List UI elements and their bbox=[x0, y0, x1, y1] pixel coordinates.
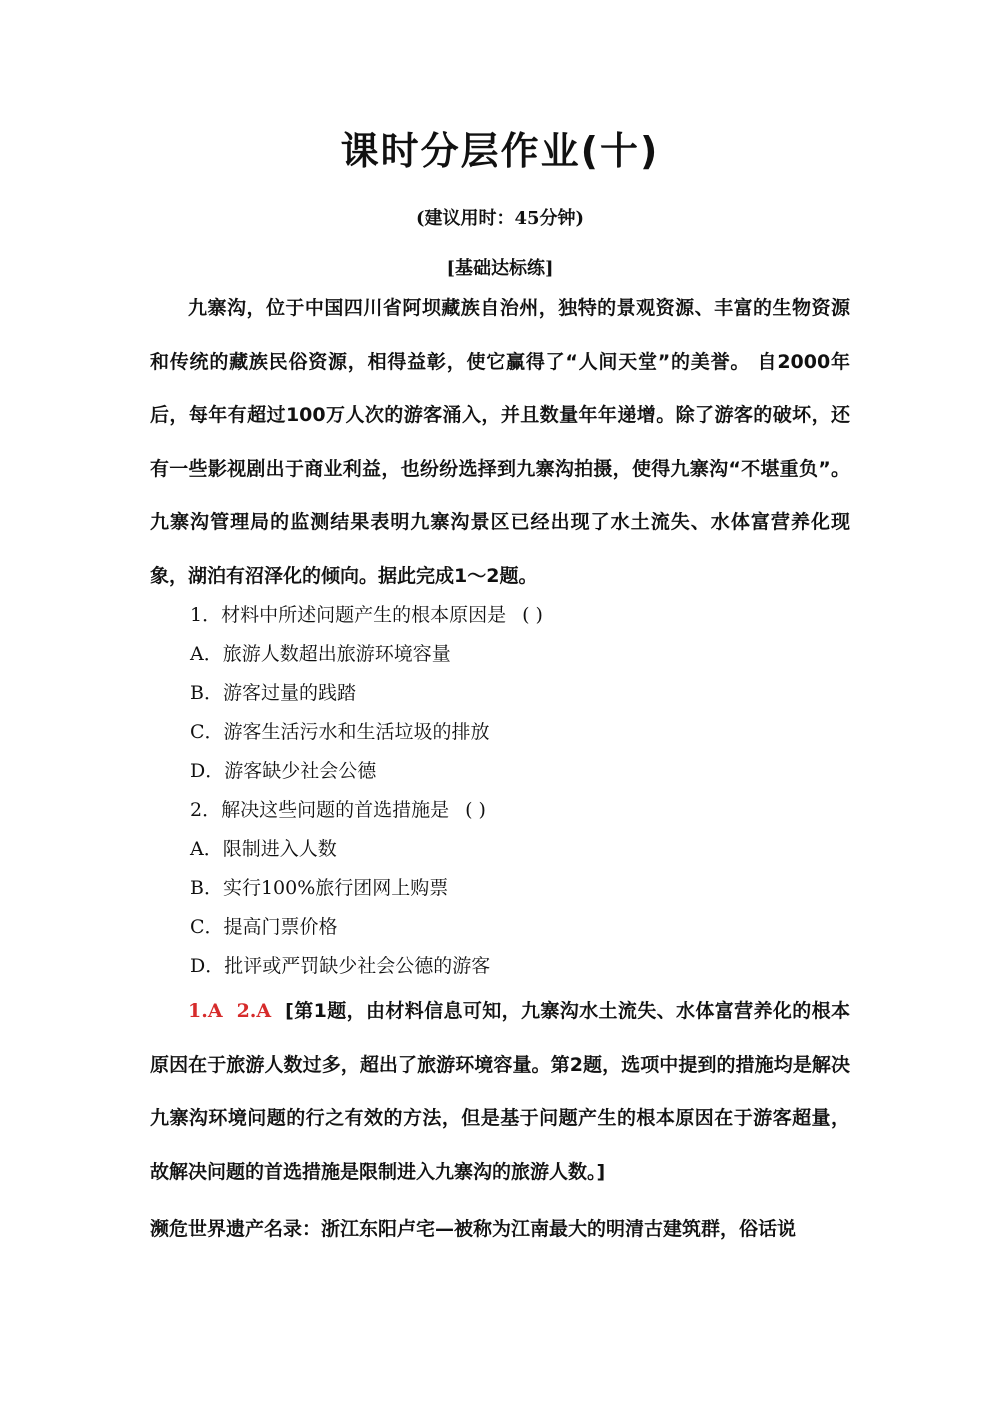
explanation-text: [第1题，由材料信息可知，九寨沟水土流失、水体富营养化的根本原因在于旅游人数过多，超出了旅游环境容量。第2题，选项中提到的措施均是解决九寨沟环境问题的行之有效的方法，但是基于问题产生的根本原因在于游客超量，故解决问题的首选措施是限制进入九寨沟的旅游人数。] bbox=[150, 1000, 850, 1183]
answer-blank: ( ) bbox=[465, 799, 486, 821]
question-1-stem bbox=[190, 603, 543, 627]
question-2-option-d: D．批评或严罚缺少社会公德的游客 bbox=[190, 955, 491, 977]
reading-passage: 九寨沟，位于中国四川省阿坝藏族自治州，独特的景观资源、丰富的生物资源和传统的藏族民俗资源，相得益彰，使它赢得了“人间天堂”的美誉。 自2000年后，每年有超过100万人次的游客涌入，并且数量年年递增。除了游客的破坏，还有一些影视剧出于商业利益，也纷纷选择到九寨沟拍摄，使得九寨沟“不堪重负”。九寨沟管理局的监测结果表明九寨沟景区已经出现了水土流失、水体富营养化现象，湖泊有沼泽化的倾向。据此完成1～2题。 bbox=[150, 297, 850, 587]
question-2-stem bbox=[190, 798, 486, 822]
answer-key-1: 1.A bbox=[188, 1000, 223, 1022]
question-1-option-b: B．游客过量的践踏 bbox=[190, 682, 356, 704]
section-heading: [基础达标练] bbox=[446, 258, 554, 279]
question-2-option-b: B．实行100%旅行团网上购票 bbox=[190, 877, 449, 899]
answer-blank: ( ) bbox=[522, 604, 543, 626]
question-stem-text: 1．材料中所述问题产生的根本原因是 bbox=[190, 604, 507, 626]
suggested-duration: (建议用时：45分钟) bbox=[415, 208, 585, 229]
question-2-option-a: A．限制进入人数 bbox=[190, 838, 337, 860]
question-1-option-d: D．游客缺少社会公德 bbox=[190, 760, 377, 782]
page-title: 课时分层作业(十) bbox=[340, 129, 660, 173]
question-1-option-a: A．旅游人数超出旅游环境容量 bbox=[190, 643, 451, 665]
answer-keys bbox=[188, 1000, 285, 1022]
answer-explanation bbox=[150, 985, 850, 1199]
question-stem-text: 2．解决这些问题的首选措施是 bbox=[190, 799, 450, 821]
next-passage-start: 濒危世界遗产名录：浙江东阳卢宅—被称为江南最大的明清古建筑群，俗话说 bbox=[150, 1218, 797, 1240]
question-1-option-c: C．游客生活污水和生活垃圾的排放 bbox=[190, 721, 490, 743]
answer-key-2: 2.A bbox=[236, 1000, 272, 1022]
question-2-option-c: C．提高门票价格 bbox=[190, 916, 338, 938]
